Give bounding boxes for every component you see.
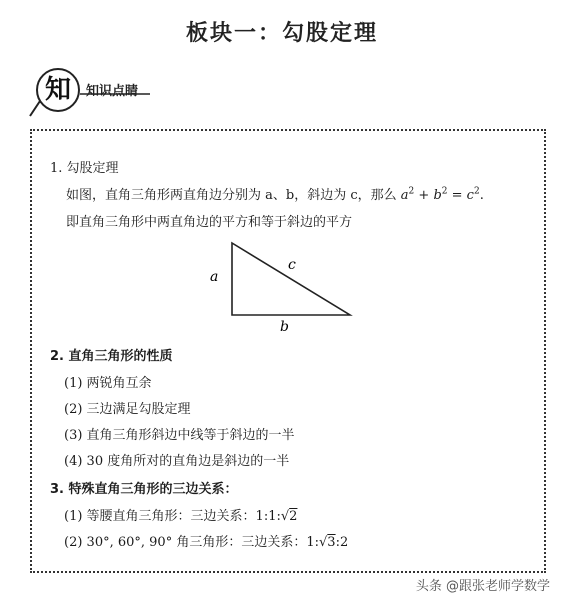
section1-line1-text: 如图，直角三角形两直角边分别为 a、b，斜边为 c，那么: [66, 188, 401, 203]
badge-graphic: [0, 60, 160, 140]
section1-heading: 1. 勾股定理: [50, 161, 119, 176]
triangle-shape: [232, 243, 350, 315]
section1-line2: 即直角三角形中两直角边的平方和等于斜边的平方: [66, 215, 353, 230]
formula-plus: +: [414, 188, 434, 203]
sqrt3-value: 3: [327, 535, 336, 550]
section2-item-2: (2) 三边满足勾股定理: [64, 402, 191, 417]
section3-item-1: [64, 505, 297, 524]
triangle-label-c: c: [288, 257, 296, 273]
section3-heading: 3. 特殊直角三角形的三边关系：: [50, 482, 238, 497]
formula-end: .: [479, 188, 484, 203]
section3-item2-tail: :2: [335, 535, 349, 550]
section3-item2-text: (2) 30°, 60°, 90° 角三角形：三边关系：1:: [64, 535, 319, 550]
section3-item1-text: (1) 等腰直角三角形：三边关系：1:1:: [64, 509, 281, 524]
right-triangle-figure: [200, 235, 370, 335]
formula-c: c: [466, 188, 474, 203]
sqrt3-radical: √3: [319, 535, 336, 550]
triangle-label-a: a: [210, 269, 219, 285]
sqrt2-value: 2: [289, 509, 298, 524]
sqrt2-radical: √2: [280, 509, 298, 524]
formula-a: a: [400, 188, 409, 203]
formula-exp-c: 2: [473, 186, 480, 197]
section2-item-1: (1) 两锐角互余: [64, 376, 152, 391]
section1-line1: [66, 184, 484, 203]
section3-item-2: [64, 531, 348, 550]
badge-label: 知识点睛: [86, 84, 139, 99]
formula-eq: =: [447, 188, 467, 203]
triangle-label-b: b: [280, 319, 289, 335]
section2-item-4: (4) 30 度角所对的直角边是斜边的一半: [64, 454, 290, 469]
formula-exp-b: 2: [441, 186, 448, 197]
section2-item-3: (3) 直角三角形斜边中线等于斜边的一半: [64, 428, 295, 443]
watermark: 头条 @跟张老师学数学: [415, 579, 550, 594]
page-title: 板块一：勾股定理: [185, 21, 378, 46]
section2-heading: 2. 直角三角形的性质: [50, 349, 173, 364]
formula-exp-a: 2: [408, 186, 415, 197]
formula-b: b: [433, 188, 442, 203]
badge-char: 知: [44, 75, 71, 105]
